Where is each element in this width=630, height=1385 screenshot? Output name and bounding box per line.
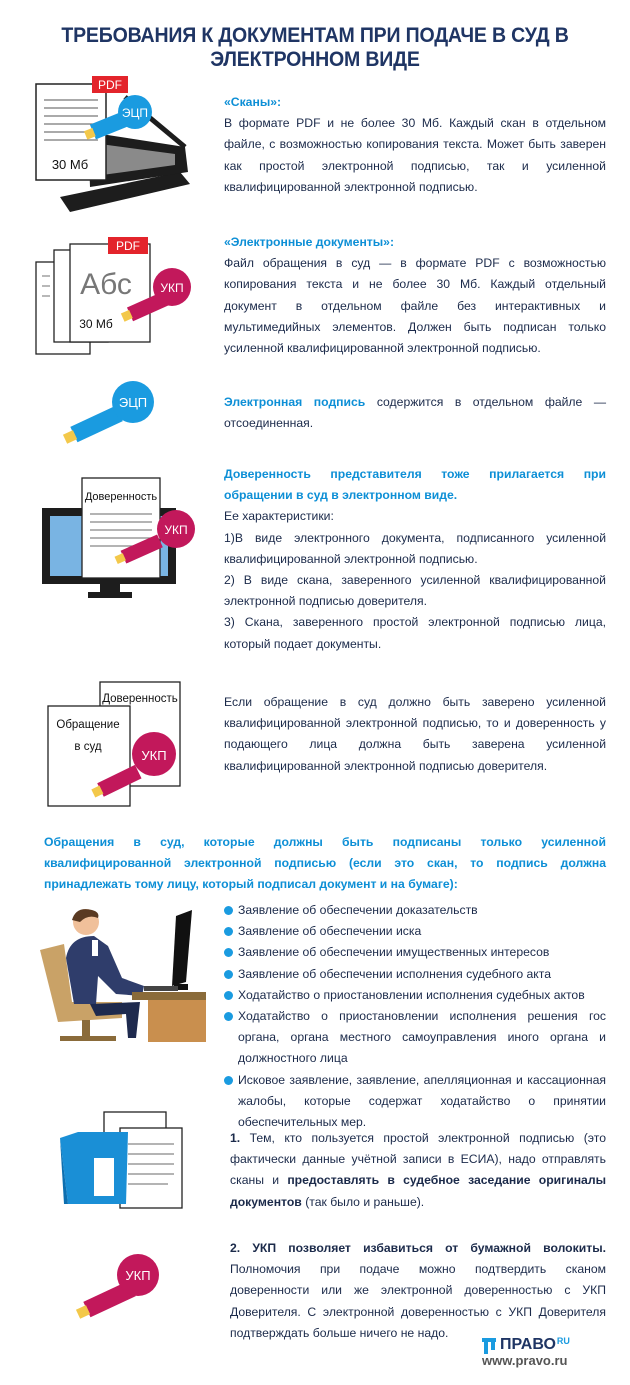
list-item: Заявление об обеспечении иска xyxy=(224,921,606,942)
scans-heading: «Сканы»: xyxy=(224,95,282,109)
token-label: ЭЦП xyxy=(118,395,148,410)
appeal-documents-illustration xyxy=(44,680,194,810)
edocs-body: Файл обращения в суд — в формате PDF с возможностью копирования текста и не более 30 Мб. Каждый отдельный документ в отдельном файле без интерактивных и мультимедийных элементов. Должен быть подписан только усиленной квалифицированной электронной подписью. xyxy=(224,256,606,356)
page-title: ТРЕБОВАНИЯ К ДОКУМЕНТАМ ПРИ ПОДАЧЕ В СУД В ЭЛЕКТРОННОМ ВИДЕ xyxy=(61,24,569,71)
document-list xyxy=(224,900,606,1133)
poa-item: 2) В виде скана, заверенного усиленной квалифицированной электронной подписью доверителя. xyxy=(224,573,606,609)
person-at-computer-illustration xyxy=(36,906,211,1046)
size-text: 30 Мб xyxy=(51,157,89,172)
doc2-label: в суд xyxy=(74,741,102,753)
token-label: ЭЦП xyxy=(121,106,149,120)
poa-heading: Доверенность представителя тоже прилагается при обращении в суд в электронном виде. xyxy=(224,467,606,503)
signature-highlight: Электронная подпись xyxy=(224,395,366,409)
note2-body: Полномочия при подаче можно подтвердить сканом доверенности или же электронной доверенностью с УКП Доверителя. С электронной доверенностью с УКП Доверителя подтверждать больше ничего не надо. xyxy=(230,1262,606,1340)
signature-rest: содержится в отдельном файле — отсоединенная. xyxy=(224,395,607,431)
note2-text xyxy=(230,1238,606,1344)
usb-token-illustration xyxy=(68,1250,178,1320)
size-text: 30 Мб xyxy=(79,317,113,331)
token-label: УКП xyxy=(160,281,184,295)
pravo-logo[interactable] xyxy=(482,1336,570,1368)
token-label: УКП xyxy=(164,523,188,537)
note1-text xyxy=(230,1128,606,1213)
doc1-label: Доверенность xyxy=(102,693,178,705)
poa-text-block xyxy=(224,464,606,655)
pravo-logo-icon xyxy=(482,1336,498,1354)
token-label: УКП xyxy=(125,1268,151,1283)
note1-tail: (так было и раньше). xyxy=(301,1194,425,1209)
pravo-url[interactable]: www.pravo.ru xyxy=(482,1353,568,1368)
scans-body: В формате PDF и не более 30 Мб. Каждый скан в отдельном файле, с возможностью копирования текста. Может быть заверен как простой электронной подписью, так и усиленной квалифицированной электронной подписью. xyxy=(224,116,606,194)
signature-text xyxy=(224,392,606,434)
poa-item: 3) Скана, заверенного простой электронной подписью лица, который подает документы. xyxy=(224,615,606,651)
folder-documents-illustration xyxy=(58,1110,188,1210)
token-label: УКП xyxy=(141,748,167,763)
pravo-logo-name: ПРАВО xyxy=(500,1336,556,1353)
pdf-badge-text: PDF xyxy=(116,239,140,253)
list-item: Ходатайство о приостановлении исполнения судебных актов xyxy=(224,985,606,1006)
list-item: Исковое заявление, заявление, апелляционная и кассационная жалобы, которые содержат ходатайство о принятии обеспечительных мер. xyxy=(224,1070,606,1134)
list-block xyxy=(224,900,606,1133)
note1-number: 1. xyxy=(230,1131,250,1145)
list-heading: Обращения в суд, которые должны быть подписаны только усиленной квалифицированной электронной подписью (если это скан, то подпись должна принадлежать тому лицу, который подписал документ и на бумаге): xyxy=(44,835,606,892)
abc-text: Абс xyxy=(80,268,132,301)
edocs-heading: «Электронные документы»: xyxy=(224,235,395,249)
note1-emphasis: предоставлять в судебное заседание оригиналы документов xyxy=(230,1173,606,1209)
scans-text-block xyxy=(224,92,606,198)
doc2-label: Обращение xyxy=(56,719,120,731)
pravo-logo-suffix: RU xyxy=(556,1336,570,1346)
documents-illustration xyxy=(30,236,200,361)
poa-sub: Ее характеристики: xyxy=(224,509,334,524)
appeal-text: Если обращение в суд должно быть заверено усиленной квалифицированной электронной подписью, то и доверенность у подающего лица должна быть заверена усиленной квалифицированной электронной подписью доверителя. xyxy=(224,695,606,773)
pdf-badge-text: PDF xyxy=(98,78,122,92)
note2-heading: 2. УКП позволяет избавиться от бумажной волокиты. xyxy=(230,1241,606,1255)
list-item: Заявление об обеспечении доказательств xyxy=(224,900,606,921)
poa-item: 1)В виде электронного документа, подписанного усиленной квалифицированной электронной подписью. xyxy=(224,530,606,566)
list-item: Заявление об обеспечении имущественных интересов xyxy=(224,942,606,963)
list-item: Ходатайство о приостановлении исполнения решения гос органа, органа местного самоуправления иного органа и должностного лица xyxy=(224,1006,606,1070)
edocs-text-block xyxy=(224,232,606,359)
scanner-illustration xyxy=(30,72,200,217)
note1-body: Тем, кто пользуется простой электронной подписью (это фактически данные учётной записи в ЕСИА), надо отправлять сканы и xyxy=(230,1131,606,1188)
doc-label: Доверенность xyxy=(84,491,158,503)
monitor-poa-illustration xyxy=(40,472,205,602)
usb-token-illustration xyxy=(55,375,165,445)
list-item: Заявление об обеспечении исполнения судебного акта xyxy=(224,964,606,985)
